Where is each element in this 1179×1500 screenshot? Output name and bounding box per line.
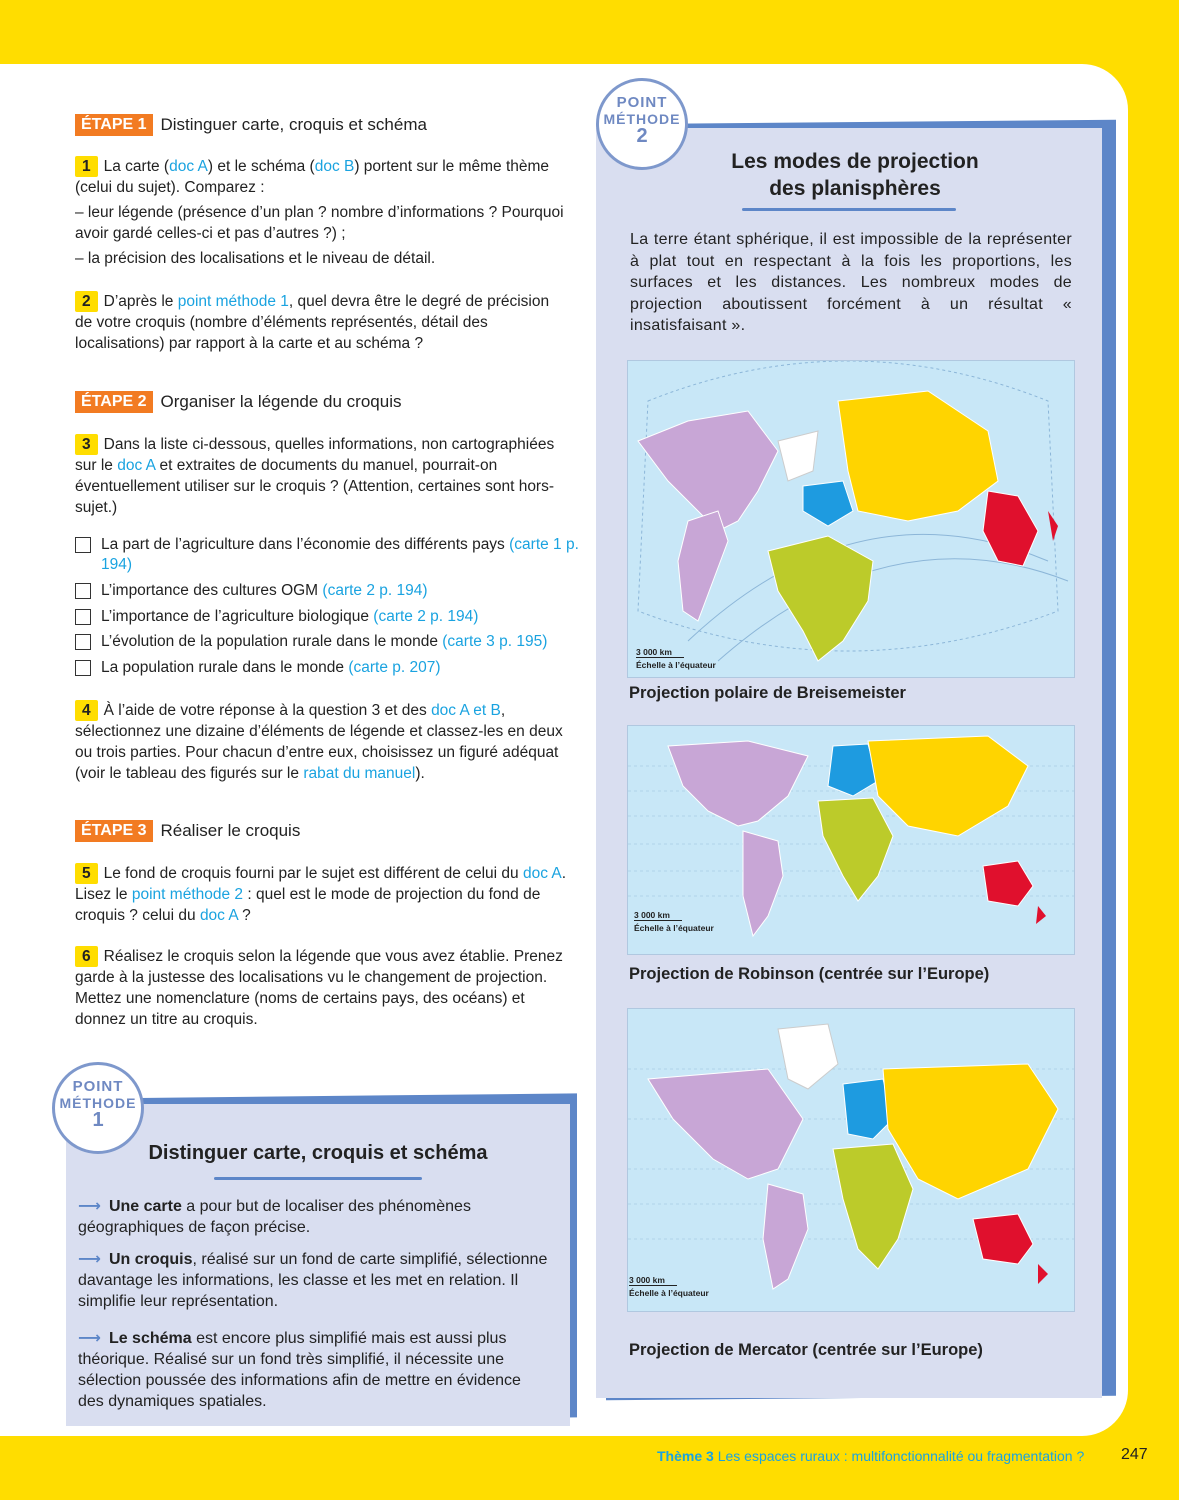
scale-bar: [636, 657, 684, 658]
text: : quel est le mode de projection du fond de croquis ? celui du: [75, 886, 541, 924]
definition-croquis: [78, 1249, 548, 1312]
text: . Lisez le: [75, 865, 567, 903]
scale-note: Échelle à l’équateur: [629, 1288, 709, 1298]
title-line: Les modes de projection: [731, 150, 979, 173]
term: Une carte: [108, 1198, 182, 1215]
doc-b-link[interactable]: doc B: [314, 158, 355, 175]
question-number: 4: [75, 700, 98, 721]
checklist-item: [75, 607, 595, 627]
definition-carte: [78, 1196, 548, 1238]
point-methode-2-link[interactable]: point méthode 2: [131, 886, 244, 903]
map-mercator: [627, 1008, 1075, 1312]
map-scale: [629, 1275, 709, 1298]
doc-a-b-link[interactable]: doc A et B: [431, 702, 501, 719]
point-methode-1-stamp: [52, 1062, 144, 1154]
question-5: [75, 863, 570, 926]
text: La population rurale dans le monde: [101, 659, 349, 676]
reference-link[interactable]: (carte 2 p. 194): [322, 582, 428, 599]
scale-bar: [629, 1285, 677, 1286]
stamp-line: MÉTHODE: [59, 1095, 137, 1111]
doc-a-link[interactable]: doc A: [117, 457, 156, 474]
step-badge: ÉTAPE 1: [75, 114, 153, 136]
checkbox[interactable]: [75, 634, 91, 650]
question-2: [75, 291, 570, 354]
map-caption: Projection de Robinson (centrée sur l’Europe): [629, 965, 990, 983]
point-methode-2-stamp: [596, 78, 688, 170]
doc-a-link[interactable]: doc A: [199, 907, 238, 924]
theme-title: Les espaces ruraux : multifonctionnalité ou fragmentation ?: [713, 1448, 1085, 1464]
text: ) et le schéma (: [207, 158, 315, 175]
stamp-line: POINT: [72, 1078, 124, 1095]
step-title: Réaliser le croquis: [160, 821, 301, 840]
scale-label: 3 000 km: [629, 1275, 665, 1285]
reference-link[interactable]: (carte 2 p. 194): [373, 608, 479, 625]
doc-a-link[interactable]: doc A: [169, 158, 208, 175]
text: , quel devra être le degré de précision de votre croquis (nombre d’éléments représentés, détail des localisations) par rapport à la carte et au schéma ?: [75, 293, 550, 352]
panel-title: Distinguer carte, croquis et schéma: [148, 1142, 488, 1164]
step-1-heading: [75, 114, 427, 136]
checklist-item: [75, 632, 595, 652]
question-1: [75, 156, 570, 273]
text: D’après le: [103, 293, 178, 310]
text: L’évolution de la population rurale dans le monde: [101, 633, 443, 650]
scale-label: 3 000 km: [636, 647, 672, 657]
stamp-line: POINT: [616, 94, 668, 111]
paragraph: – leur légende (présence d’un plan ? nombre d’informations ? Pourquoi avoir gardé celles-ci et pas d’autres ?) ;: [75, 204, 564, 242]
checklist-item: [75, 535, 595, 575]
intro-text: La terre étant sphérique, il est impossible de la représenter à plat tout en respectant à la fois les proportions, les surfaces et les distances. Les nombreux modes de projection aboutissent forcément à un résultat « insatisfaisant ».: [630, 231, 1072, 334]
scale-label: 3 000 km: [634, 910, 670, 920]
rabat-link[interactable]: rabat du manuel: [303, 765, 416, 782]
text: L’importance des cultures OGM: [101, 582, 323, 599]
question-3: [75, 434, 570, 518]
question-number: 5: [75, 863, 98, 884]
text: La part de l’agriculture dans l’économie des différents pays: [101, 536, 510, 553]
scale-note: Échelle à l’équateur: [634, 923, 714, 933]
text: ) portent sur le même thème (celui du sujet). Comparez :: [75, 158, 550, 196]
map-graphic: [628, 361, 1074, 677]
scale-bar: [634, 920, 682, 921]
stamp-number: 2: [636, 125, 648, 147]
step-title: Distinguer carte, croquis et schéma: [160, 115, 427, 134]
text: À l’aide de votre réponse à la question 3 et des: [103, 702, 432, 719]
checkbox[interactable]: [75, 583, 91, 599]
text: , sélectionnez une dizaine d’éléments de légende et classez-les en deux ou trois parties. Pour chacun d’entre eux, choisissez un figuré adéquat (voir le tableau des figurés sur le: [75, 702, 563, 782]
doc-a-link[interactable]: doc A: [522, 865, 562, 882]
point-methode-1-link[interactable]: point méthode 1: [177, 293, 289, 310]
title-underline: [214, 1177, 422, 1180]
text: L’importance de l’agriculture biologique: [101, 608, 374, 625]
map-scale: [634, 910, 714, 933]
stamp-line: MÉTHODE: [603, 111, 681, 127]
text: Le fond de croquis fourni par le sujet est différent de celui du: [103, 865, 523, 882]
reference-link[interactable]: (carte 1 p. 194): [101, 536, 579, 573]
step-title: Organiser la légende du croquis: [160, 392, 402, 411]
text: et extraites de documents du manuel, pourrait-on éventuellement utiliser sur le croquis ? (Attention, certaines sont hors-sujet.): [75, 457, 555, 516]
term: Le schéma: [108, 1330, 192, 1347]
map-breisemeister: [627, 360, 1075, 678]
reference-link[interactable]: (carte p. 207): [348, 659, 441, 676]
footer-theme: [657, 1448, 1084, 1464]
map-scale: [636, 647, 716, 670]
definition: est encore plus simplifié mais est aussi plus théorique. Réalisé sur un fond très simplifié, il nécessite une sélection poussée des informations afin de mettre en évidence des dynamiques spatiales.: [78, 1330, 521, 1410]
text: ?: [237, 907, 251, 924]
step-badge: ÉTAPE 2: [75, 391, 153, 413]
paragraph: – la précision des localisations et le niveau de détail.: [75, 250, 436, 267]
stamp-number: 1: [92, 1109, 104, 1131]
map-caption: Projection polaire de Breisemeister: [629, 684, 906, 702]
question-6: [75, 946, 570, 1030]
question-number: 6: [75, 946, 98, 967]
term: Un croquis: [108, 1251, 193, 1268]
text: Dans la liste ci-dessous, quelles informations, non cartographiées sur le: [75, 436, 555, 474]
checklist-item: [75, 581, 595, 601]
definition-schema: [78, 1328, 548, 1412]
text: ).: [415, 765, 425, 782]
definition: , réalisé sur un fond de carte simplifié, sélectionne davantage les informations, les classe et les met en relation. Il simplifie leur représentation.: [78, 1251, 548, 1310]
arrow-icon: ⟶: [78, 1251, 101, 1268]
checkbox[interactable]: [75, 660, 91, 676]
step-badge: ÉTAPE 3: [75, 820, 153, 842]
title-underline: [742, 208, 956, 211]
arrow-icon: ⟶: [78, 1330, 101, 1347]
page-number: 247: [1121, 1446, 1148, 1463]
map-caption: Projection de Mercator (centrée sur l’Europe): [629, 1341, 983, 1359]
title-line: des planisphères: [769, 177, 941, 200]
question-4: [75, 700, 570, 784]
step-3-heading: [75, 820, 300, 842]
arrow-icon: ⟶: [78, 1198, 101, 1215]
reference-link[interactable]: (carte 3 p. 195): [442, 633, 548, 650]
text: La carte (: [103, 158, 170, 175]
question-number: 2: [75, 291, 98, 312]
panel-title: [700, 148, 1010, 202]
checkbox[interactable]: [75, 537, 91, 553]
checkbox[interactable]: [75, 609, 91, 625]
definition: a pour but de localiser des phénomènes géographiques de façon précise.: [78, 1198, 471, 1236]
text: Réalisez le croquis selon la légende que vous avez établie. Prenez garde à la justesse des localisations vu le changement de projection. Mettez une nomenclature (noms de certains pays, des océans) et donnez un titre au croquis.: [75, 948, 563, 1028]
question-number: 1: [75, 156, 98, 177]
step-2-heading: [75, 391, 401, 413]
theme-label: Thème 3: [657, 1448, 714, 1464]
question-number: 3: [75, 434, 98, 455]
checklist-item: [75, 658, 595, 678]
map-graphic: [628, 1009, 1074, 1311]
scale-note: Échelle à l’équateur: [636, 660, 716, 670]
